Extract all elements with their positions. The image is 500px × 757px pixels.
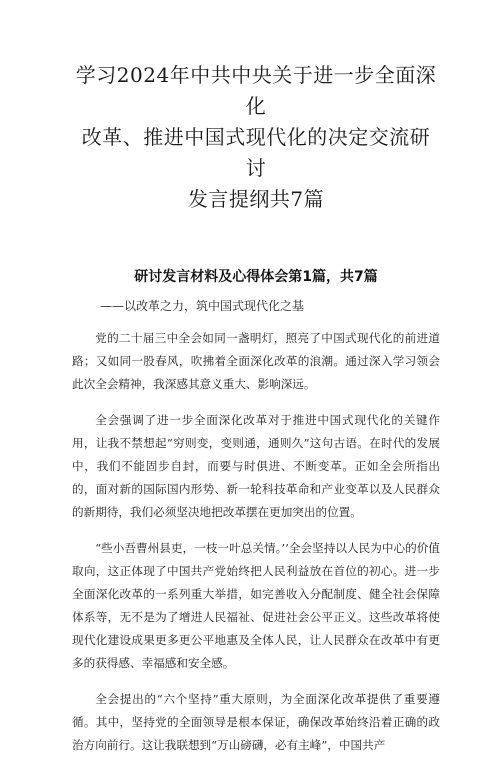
title-line: 改革、推进中国式现代化的决定交流研讨 [81, 125, 431, 180]
title-line: 学习2024年中共中央关于进一步全面深化 [75, 63, 437, 118]
article-subheading: 研讨发言材料及心得体会第1篇，共7篇 [134, 269, 378, 285]
title-line: 发言提纲共7篇 [187, 187, 325, 211]
body-paragraph: 全会提出的“六个坚持”重大原则，为全面深化改革提供了重要遵循。其中，坚持党的全面领导是根本保证，确保改革始终沿着正确的政治方向前行。这让我联想到“万山磅礴，必有主峰”，中国共产 [72, 692, 440, 752]
document-title [72, 0, 440, 215]
body-paragraph: “些小吾曹州县吏，一枝一叶总关情。’’全会坚持以人民为中心的价值取向，这正体现了中国共产党始终把人民利益放在首位的初心。进一步全面深化改革的一系列重大举措，如完善收入分配制度、健全社会保障体系等，无不是为了增进人民福祉、促进社会公平正义。这些改革将使现代化建设成果更多更公平地惠及全体人民，让人民群众在改革中有更多的获得感、幸福感和安全感。 [72, 541, 440, 670]
body-paragraph: 全会强调了进一步全面深化改革对于推进中国式现代化的关键作用，让我不禁想起“穷则变，变则通，通则久”这句古语。在时代的发展中，我们不能固步自封，而要与时俱进、不断变革。正如全会所指出的，面对新的国际国内形势、新一轮科技革命和产业变革以及人民群众的新期待，我们必须坚决地把改革摆在更加突出的位置。 [72, 413, 440, 519]
article-byline: ——以改革之力，筑中国式现代化之基 [100, 299, 305, 313]
body-paragraph: 党的二十届三中全会如同一盏明灯，照亮了中国式现代化的前进道路；又如同一股春风，吹拂着全面深化改革的浪潮。通过深入学习领会此次全会精神，我深感其意义重大、影响深远。 [72, 331, 440, 391]
